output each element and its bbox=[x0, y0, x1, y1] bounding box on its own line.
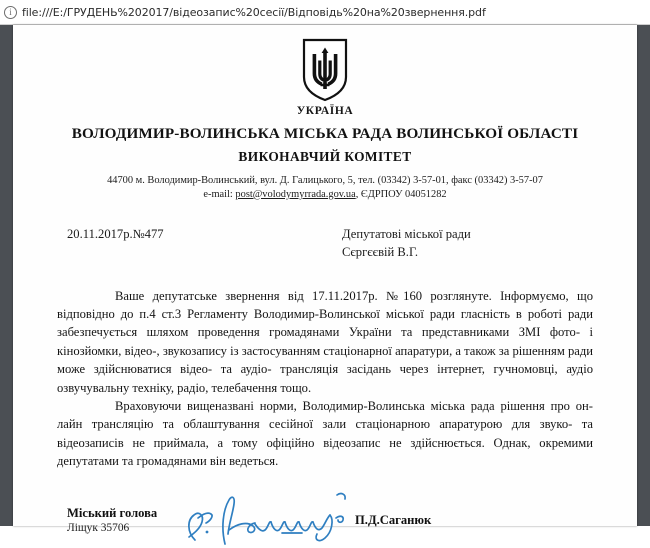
addressee-line-1: Депутатові міської ради bbox=[342, 227, 471, 242]
addressee-block bbox=[342, 226, 593, 260]
country-label: УКРАЇНА bbox=[296, 105, 354, 117]
addressee-line-2: Сєргєєвій В.Г. bbox=[342, 244, 418, 259]
clerk-reference: Ліщук 35706 bbox=[67, 522, 130, 535]
signer-title: Міський голова bbox=[67, 506, 158, 521]
outgoing-reference: 20.11.2017р.№477 bbox=[67, 227, 164, 242]
email-label: e-mail: bbox=[203, 188, 236, 200]
address-line: 44700 м. Володимир-Волинський, вул. Д. Галицького, 5, тел. (03342) 3-57-01, факс (03342) 3-57-07 bbox=[107, 175, 543, 186]
email-link[interactable]: post@volodymyrrada.gov.ua bbox=[235, 188, 356, 200]
signature-block bbox=[57, 506, 593, 534]
document-body bbox=[57, 287, 593, 471]
info-circle-icon[interactable]: i bbox=[4, 6, 17, 19]
browser-url-bar[interactable] bbox=[0, 0, 650, 25]
body-paragraph-2: Враховуючи вищеназвані норми, Володимир-Волинська міська рада рішення про он-лайн трансляцію та облаштування сесійної зали стаціонарною апаратурою для звуко- та відеозаписів не приймала, а тому офіційно відеозапис не здійснюється. Однак, окремими депутатами та громадянами він ведеться. bbox=[57, 398, 593, 469]
contact-block bbox=[57, 174, 593, 201]
pdf-page bbox=[13, 25, 637, 535]
ukrainian-trident-coat-of-arms-icon bbox=[301, 39, 349, 102]
signer-title-block bbox=[57, 506, 157, 534]
pdf-viewer-canvas bbox=[0, 25, 650, 535]
email-line bbox=[57, 188, 593, 202]
document-meta-row bbox=[57, 226, 593, 260]
organization-title: ВОЛОДИМИР-ВОЛИНСЬКА МІСЬКА РАДА ВОЛИНСЬКОЇ ОБЛАСТІ bbox=[71, 125, 579, 142]
url-text[interactable]: file:///E:/ГРУДЕНЬ%202017/відеозапис%20сесії/Відповідь%20на%20звернення.pdf bbox=[22, 5, 486, 19]
registry-code: , ЄДРПОУ 04051282 bbox=[355, 188, 447, 200]
coat-of-arms-block bbox=[57, 25, 593, 102]
signer-name: П.Д.Саганюк bbox=[355, 513, 432, 528]
organization-subtitle: ВИКОНАВЧИЙ КОМІТЕТ bbox=[238, 149, 412, 164]
body-paragraph-1: Ваше депутатське звернення від 17.11.2017р. №160 розглянуте. Інформуємо, що відповідно до п.4 ст.3 Регламенту Володимир-Волинської міської ради гласність в роботі ради забезпечується шляхом проведення громадянами України та представниками ЗМІ фото- і кінозйомки, відео-, звукозапису із застосуванням стаціонарної апаратури, а також за рішенням ради може здійснюватися відео- та аудіо- трансляція засідань через інтернет, гучномовці, аудіо озвучувальну техніку, радіо, телебачення тощо. bbox=[57, 288, 593, 395]
